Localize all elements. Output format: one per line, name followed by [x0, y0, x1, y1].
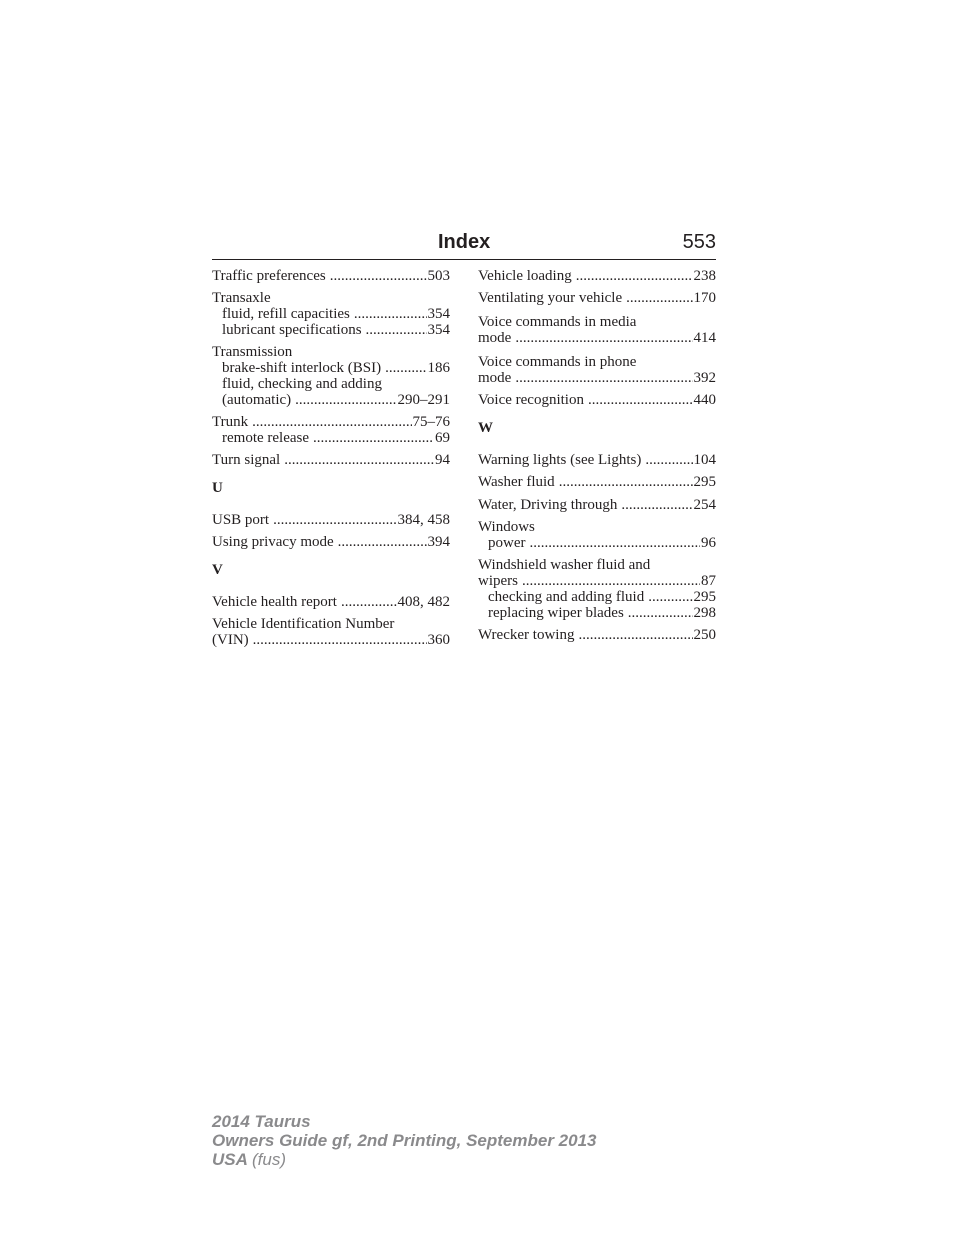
entry-page: 238	[693, 268, 716, 284]
entry-page: 408, 482	[397, 594, 450, 610]
entry-page: 440	[693, 392, 716, 408]
entry-page: 94	[435, 452, 450, 468]
index-column-left	[212, 268, 450, 654]
entry-label: Wrecker towing	[478, 627, 575, 643]
index-column-right	[478, 268, 716, 649]
entry-label: USB port	[212, 512, 270, 528]
entry-page: 384, 458	[397, 512, 450, 528]
entry-page: 87	[701, 573, 716, 589]
entry-label-cont: wipers	[478, 573, 518, 589]
subentry-label: remote release	[222, 430, 310, 446]
page-footer	[212, 1112, 712, 1169]
entry-label: Warning lights (see Lights)	[478, 452, 642, 468]
index-entry-vehicle-health-report	[212, 594, 450, 610]
index-entry-trunk	[212, 414, 450, 446]
index-entry-usb-port	[212, 512, 450, 528]
page-number: 553	[682, 231, 716, 253]
footer-model: 2014 Taurus	[212, 1112, 311, 1131]
page-title: Index	[438, 231, 491, 253]
index-entry-voice-media	[478, 314, 716, 346]
entry-label: Transmission	[212, 344, 293, 360]
entry-page: 392	[693, 370, 716, 386]
subentry-label: checking and adding fluid	[488, 589, 645, 605]
entry-label: Voice recognition	[478, 392, 584, 408]
entry-page: 354	[427, 322, 450, 338]
entry-page: 360	[427, 632, 450, 648]
entry-label: Transaxle	[212, 290, 271, 306]
entry-label: Traffic preferences	[212, 268, 326, 284]
entry-label-cont: mode	[478, 370, 512, 386]
index-entry-windshield	[478, 557, 716, 621]
entry-label: Vehicle Identification Number	[212, 616, 395, 632]
entry-label: Windshield washer fluid and	[478, 557, 651, 573]
index-entry-windows	[478, 519, 716, 551]
entry-page: 69	[435, 430, 450, 446]
entry-label: Using privacy mode	[212, 534, 334, 550]
footer-region-code: (fus)	[252, 1150, 286, 1169]
entry-label: Voice commands in media	[478, 314, 637, 330]
index-entry-washer-fluid	[478, 474, 716, 490]
subentry-label: lubricant specifications	[222, 322, 362, 338]
footer-region-name: USA	[212, 1150, 248, 1169]
entry-page: 170	[693, 290, 716, 306]
index-entry-water-driving	[478, 497, 716, 513]
subentry-label: fluid, checking and adding	[222, 376, 382, 392]
index-entry-vehicle-loading	[478, 268, 716, 284]
subentry-label: brake-shift interlock (BSI)	[222, 360, 382, 376]
entry-label: Vehicle loading	[478, 268, 572, 284]
entry-page: 394	[427, 534, 450, 550]
entry-label: Water, Driving through	[478, 497, 618, 513]
index-entry-voice-recognition	[478, 392, 716, 408]
index-entry-ventilating	[478, 290, 716, 306]
index-entry-wrecker-towing	[478, 627, 716, 643]
subentry-label: replacing wiper blades	[488, 605, 624, 621]
index-entry-traffic-preferences	[212, 268, 450, 284]
section-letter-u: U	[212, 480, 223, 496]
entry-page: 295	[693, 589, 716, 605]
entry-label: Washer fluid	[478, 474, 555, 490]
subentry-label: (automatic)	[222, 392, 292, 408]
subentry-label: power	[488, 535, 526, 551]
entry-label: Windows	[478, 519, 535, 535]
index-entry-privacy-mode	[212, 534, 450, 550]
subentry-label: fluid, refill capacities	[222, 306, 350, 322]
index-entry-transaxle	[212, 290, 450, 338]
page-header	[212, 229, 716, 260]
entry-page: 75–76	[412, 414, 450, 430]
section-letter-w: W	[478, 420, 493, 436]
entry-page: 104	[693, 452, 716, 468]
entry-page: 186	[427, 360, 450, 376]
index-entry-voice-phone	[478, 354, 716, 386]
entry-page: 298	[693, 605, 716, 621]
entry-label: Vehicle health report	[212, 594, 337, 610]
entry-page: 295	[693, 474, 716, 490]
footer-region	[212, 1150, 712, 1169]
index-entry-warning-lights	[478, 452, 716, 468]
entry-page: 254	[693, 497, 716, 513]
entry-page: 96	[701, 535, 716, 551]
entry-label-cont: (VIN)	[212, 632, 249, 648]
footer-printing: Owners Guide gf, 2nd Printing, September 2013	[212, 1131, 597, 1150]
entry-page: 290–291	[397, 392, 450, 408]
entry-label: Voice commands in phone	[478, 354, 637, 370]
entry-page: 414	[693, 330, 716, 346]
entry-page: 354	[427, 306, 450, 322]
section-letter-v: V	[212, 562, 223, 578]
entry-label: Trunk	[212, 414, 249, 430]
index-entry-vin	[212, 616, 450, 648]
index-entry-transmission	[212, 344, 450, 408]
entry-page: 250	[693, 627, 716, 643]
entry-label: Turn signal	[212, 452, 281, 468]
entry-page: 503	[427, 268, 450, 284]
entry-label: Ventilating your vehicle	[478, 290, 623, 306]
index-entry-turn-signal	[212, 452, 450, 468]
entry-label-cont: mode	[478, 330, 512, 346]
